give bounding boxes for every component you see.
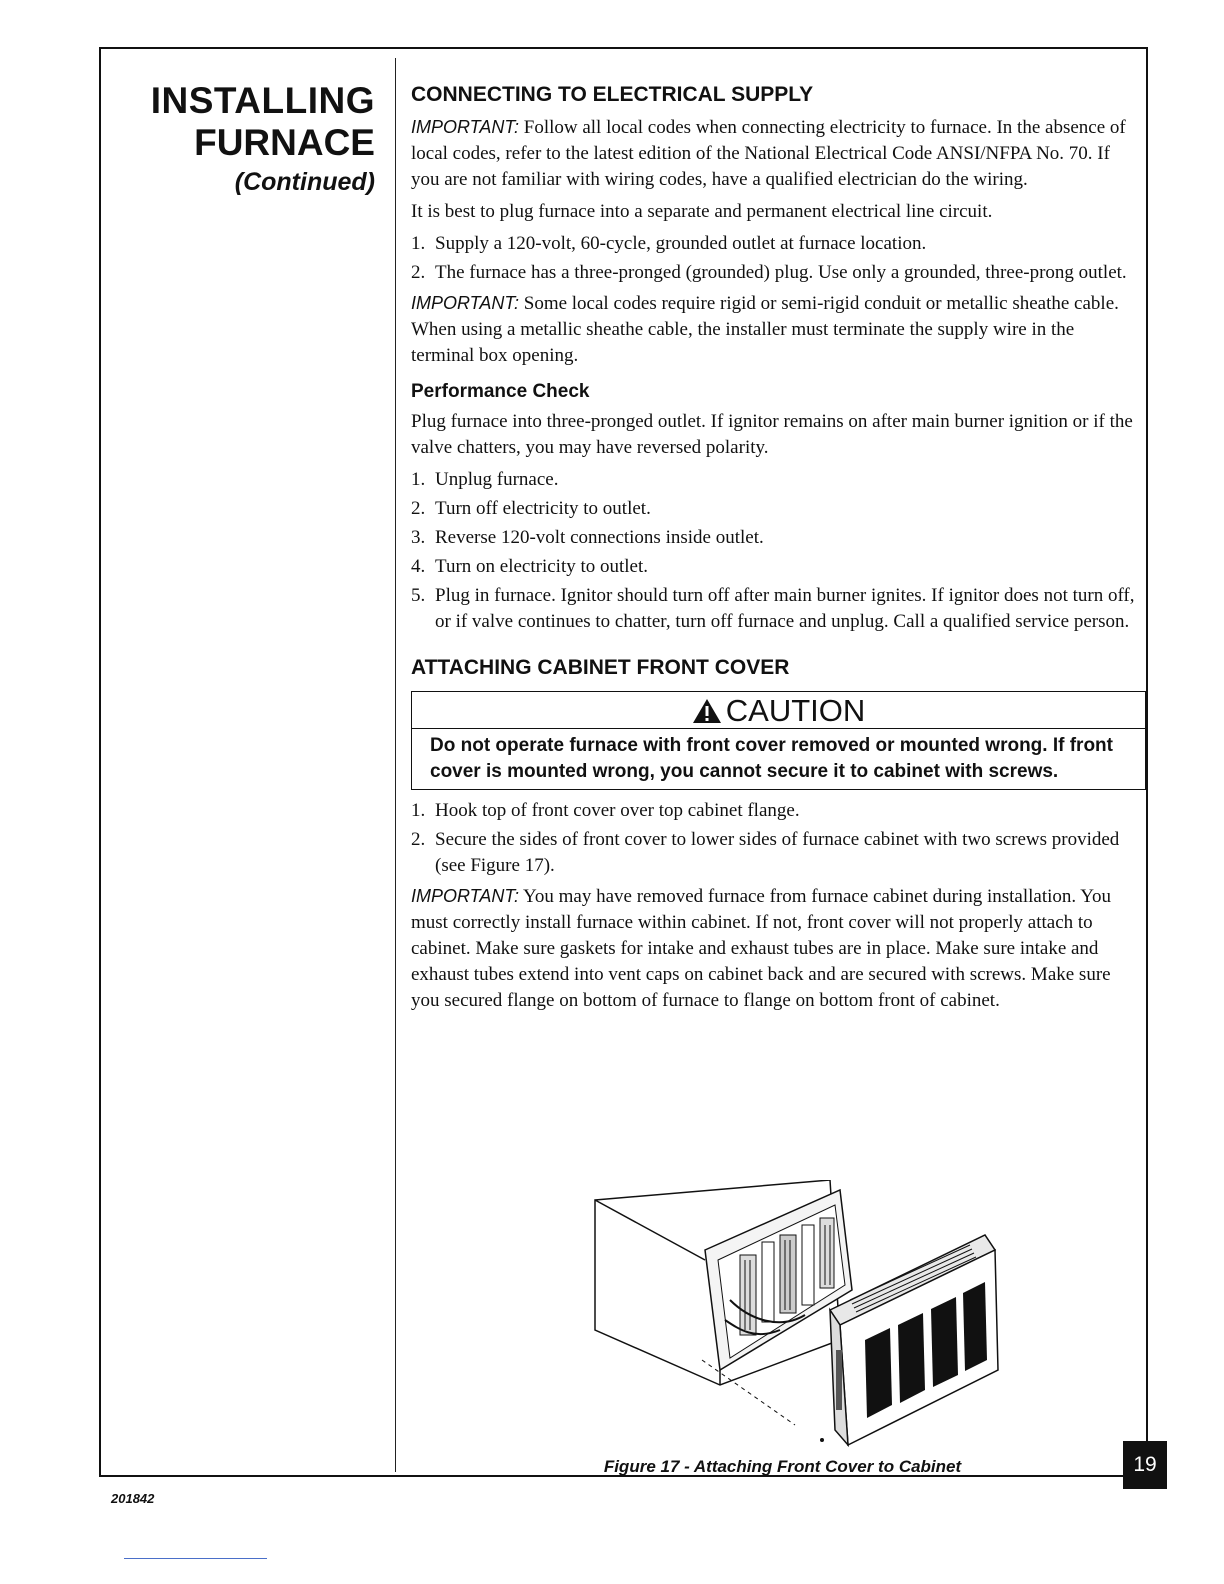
sidebar-title-line1: INSTALLING xyxy=(150,80,375,121)
list-item: 2. Secure the sides of front cover to lower sides of furnace cabinet with two screws provided (see Figure 17). xyxy=(411,829,1120,876)
main-content xyxy=(411,80,1141,1020)
performance-steps xyxy=(411,467,1141,635)
caution-title: CAUTION xyxy=(725,693,866,728)
caution-box xyxy=(411,691,1146,790)
furnace-cover-illustration xyxy=(590,1180,1010,1450)
section-heading-front-cover: ATTACHING CABINET FRONT COVER xyxy=(411,656,790,679)
list-item: 5. Plug in furnace. Ignitor should turn off after main burner ignites. If ignitor does not turn off, or if valve continues to chatter, turn off furnace and unplug. Call a qualified service person. xyxy=(411,585,1135,632)
important-label: IMPORTANT: xyxy=(411,293,519,313)
important-label: IMPORTANT: xyxy=(411,117,519,137)
important-text: Follow all local codes when connecting electricity to furnace. In the absence of local codes, refer to the latest edition of the National Electrical Code ANSI/NFPA No. 70. If you are not familiar with wiring codes, have a qualified electrician do the wiring. xyxy=(411,117,1126,190)
paragraph-circuit: It is best to plug furnace into a separate and permanent electrical line circuit. xyxy=(411,201,993,222)
important-note-1 xyxy=(411,114,1141,193)
important-text: Some local codes require rigid or semi-rigid conduit or metallic sheathe cable. When using a metallic sheathe cable, the installer must terminate the supply wire in the terminal box opening. xyxy=(411,293,1119,366)
list-item: 1. Hook top of front cover over top cabinet flange. xyxy=(411,800,800,821)
important-note-3 xyxy=(411,883,1141,1014)
figure-caption: Figure 17 - Attaching Front Cover to Cabinet xyxy=(603,1457,962,1476)
document-number: 201842 xyxy=(111,1491,155,1506)
important-text: You may have removed furnace from furnace cabinet during installation. You must correctly install furnace within cabinet. If not, front cover will not properly attach to cabinet. Make sure gaskets for intake and exhaust tubes are in place. Make sure intake and exhaust tubes extend into vent caps on cabinet back and are secured with screws. Make sure you secured flange on bottom of furnace to flange on bottom front of cabinet. xyxy=(411,886,1112,1011)
list-item: 4. Turn on electricity to outlet. xyxy=(411,556,649,577)
bottom-rule xyxy=(124,1558,267,1559)
caution-header xyxy=(412,692,1145,729)
important-note-2 xyxy=(411,290,1141,369)
sidebar-title-line2: FURNACE xyxy=(194,122,375,163)
section-heading-performance: Performance Check xyxy=(411,381,590,402)
list-item: 1. Unplug furnace. xyxy=(411,469,559,490)
page-number: 19 xyxy=(1123,1441,1167,1489)
section-heading-electrical: CONNECTING TO ELECTRICAL SUPPLY xyxy=(411,83,814,106)
list-item: 2. Turn off electricity to outlet. xyxy=(411,498,651,519)
list-item: 3. Reverse 120-volt connections inside outlet. xyxy=(411,527,764,548)
caution-text: Do not operate furnace with front cover removed or mounted wrong. If front cover is mounted wrong, you cannot secure it to cabinet with screws. xyxy=(430,735,1113,782)
column-divider xyxy=(395,58,396,1472)
front-cover-steps xyxy=(411,798,1141,879)
warning-icon xyxy=(692,698,722,724)
important-label: IMPORTANT: xyxy=(411,886,519,906)
paragraph-performance-intro: Plug furnace into three-pronged outlet. If ignitor remains on after main burner ignition or if the valve chatters, you may have reversed polarity. xyxy=(411,411,1133,458)
sidebar-title-line3: (Continued) xyxy=(234,168,375,196)
list-item: 1. Supply a 120-volt, 60-cycle, grounded outlet at furnace location. xyxy=(411,233,927,254)
list-item: 2. The furnace has a three-pronged (grounded) plug. Use only a grounded, three-prong outlet. xyxy=(411,262,1127,283)
electrical-steps xyxy=(411,231,1141,286)
